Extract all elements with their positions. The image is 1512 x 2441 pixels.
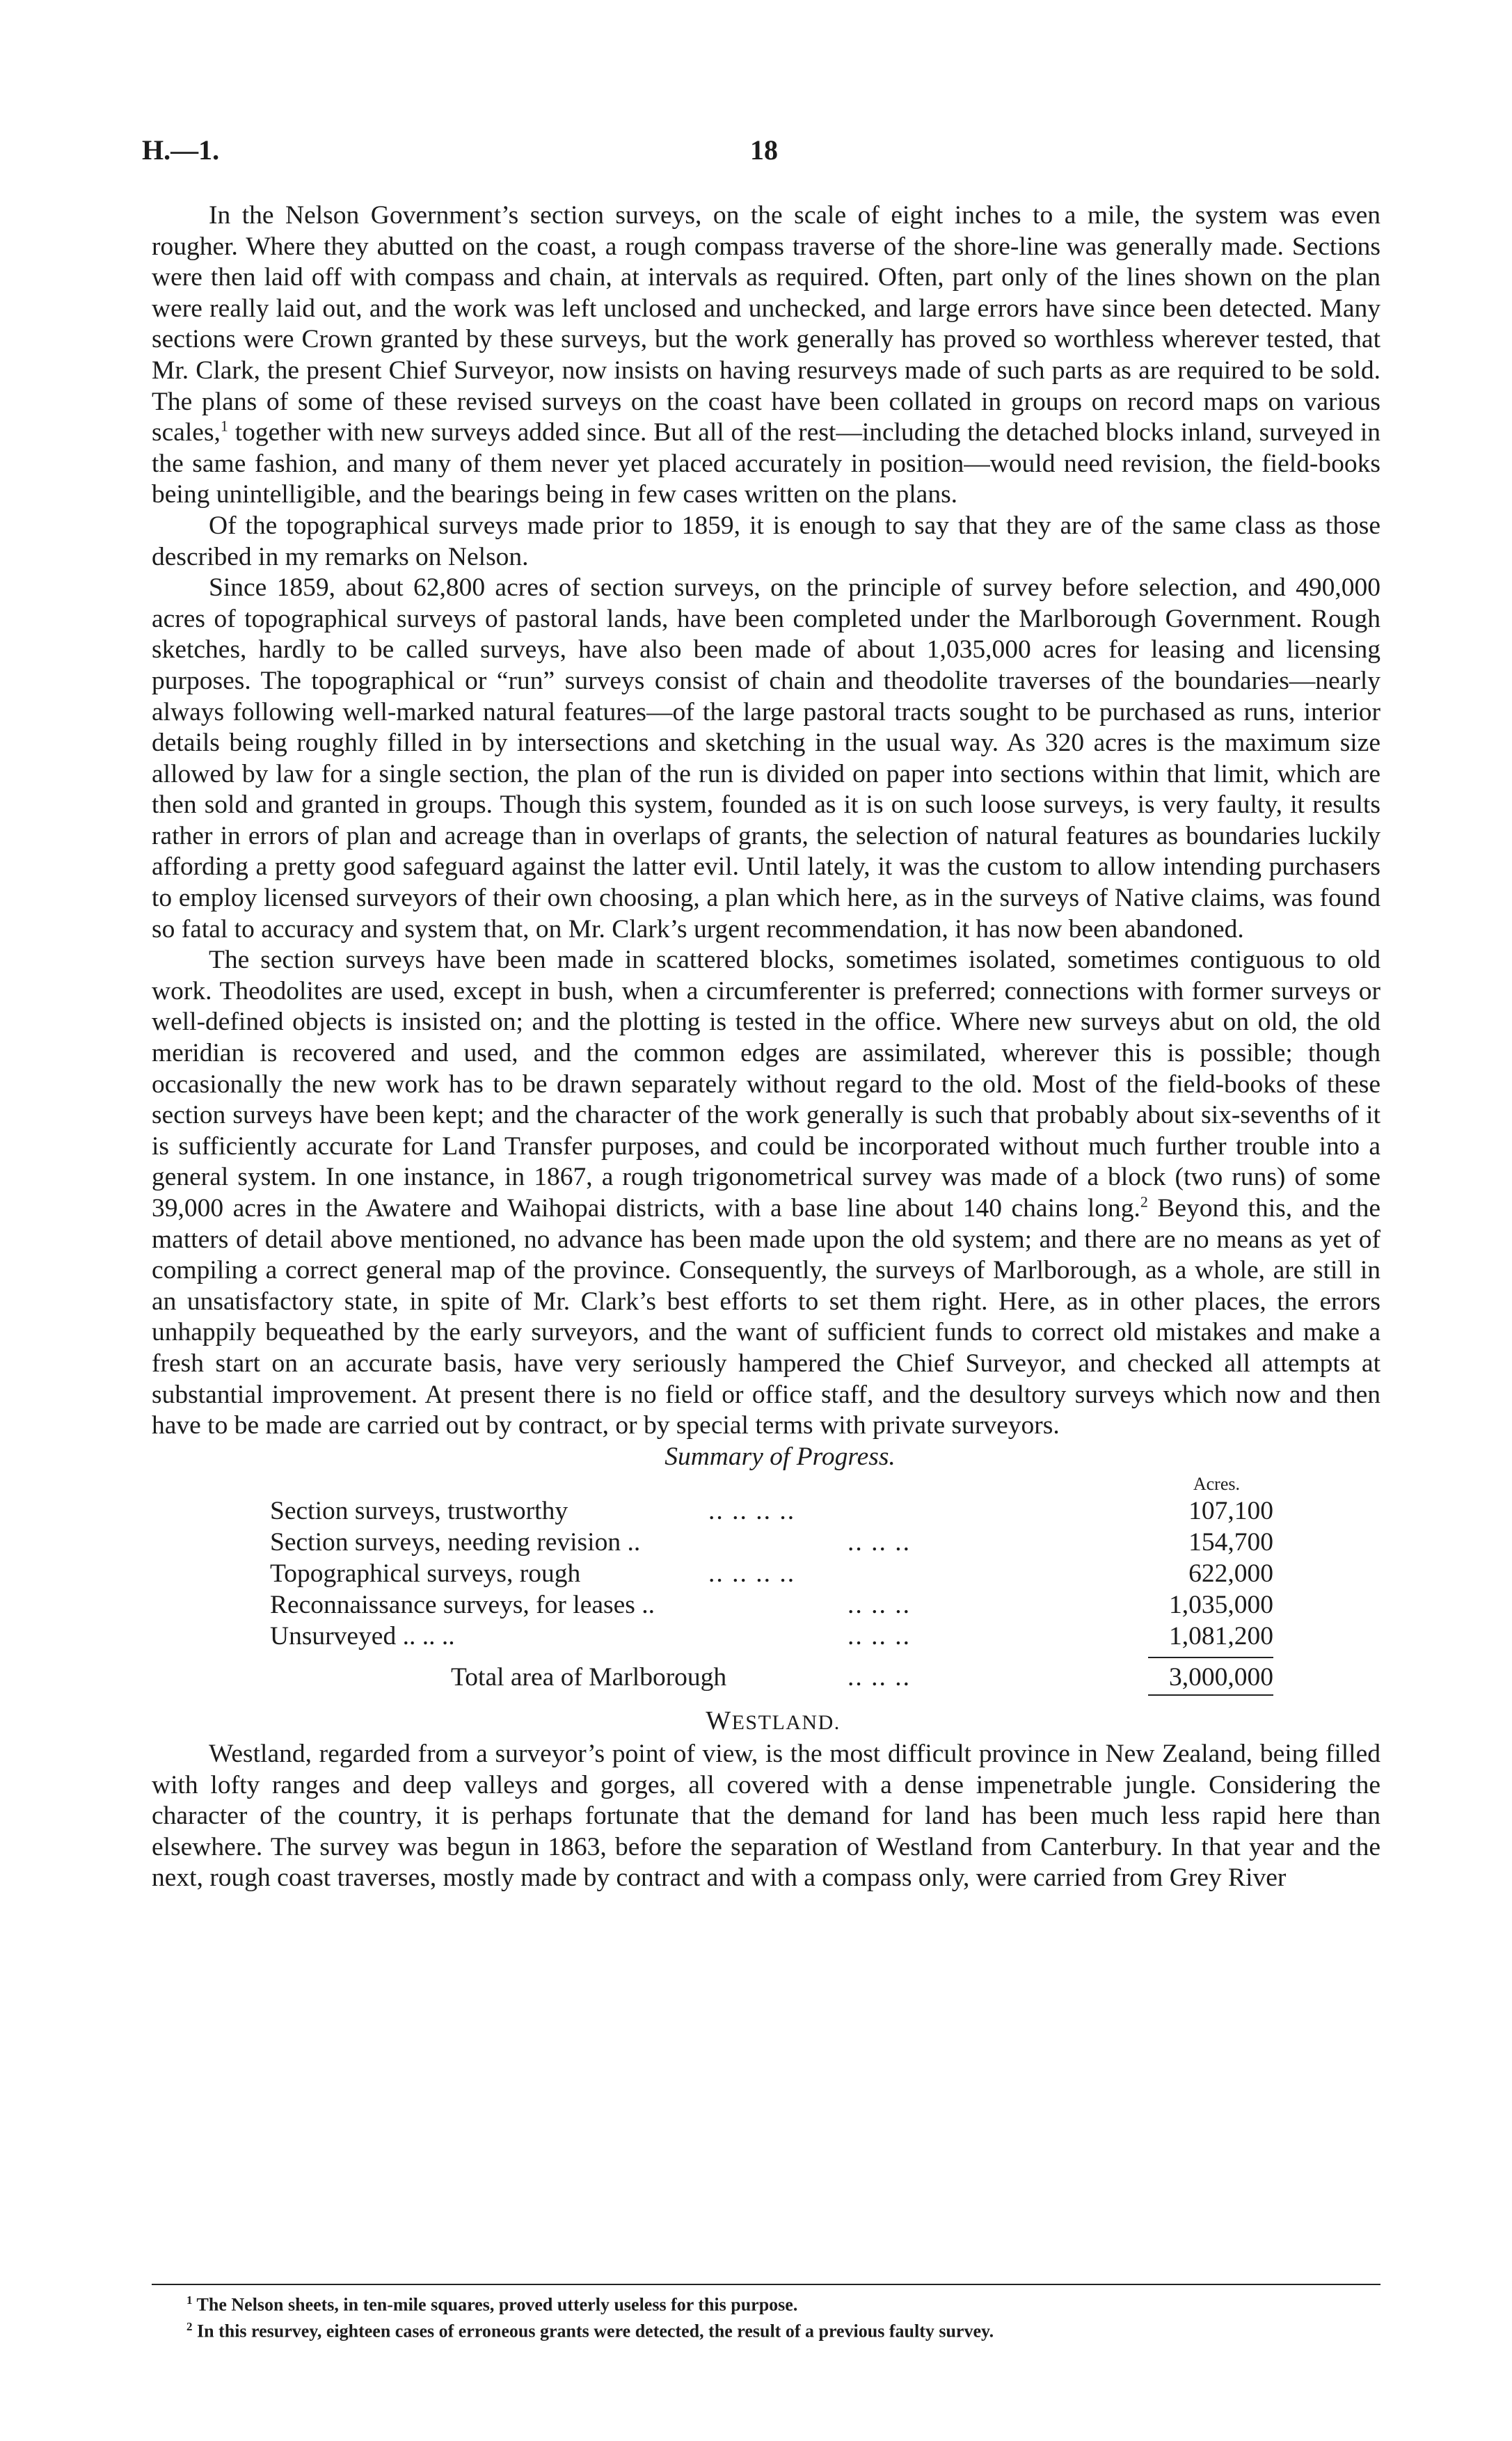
table-row — [152, 1527, 1380, 1559]
footnotes — [152, 2289, 1380, 2341]
paragraph-westland: Westland, regarded from a surveyor’s point of view, is the most difficult province in New Zealand, being filled with lofty ranges and deep valleys and gorges, all covered with a dense impenetrable jungle. Considering the character of the country, it is perhaps fortunate that the demand for land has been much less rapid here than elsewhere. The survey was begun in 1863, before the separation of Westland from Canterbury. In that year and the next, rough coast traverses, mostly made by contract and with a compass only, were carried from Grey River — [152, 1739, 1380, 1893]
paragraph-section-surveys-blocks — [152, 945, 1380, 1442]
paragraph-nelson-section-surveys — [152, 200, 1380, 511]
total-label: Total area of Marlborough — [451, 1663, 727, 1692]
subtotal-rule-wrap — [152, 1653, 1380, 1662]
paragraph-text: In the Nelson Government’s section surveys, on the scale of eight inches to a mile, the system was even rougher. Where they abutted on the coast, a rough compass traverse of the shore-line was generally made. Sections were then laid off with compass and chain, at intervals as required. Often, part only of the lines shown on the plan were really laid out, and the work was left unclosed and unchecked, and large errors have since been detected. Many sections were Crown granted by these surveys, but the work generally has proved so worthless wherever tested, that Mr. Clark, the present Chief Surveyor, now insists on having resurveys made of such parts as are required to be sold. The plans of some of these revised surveys on the coast have been collated in groups on record maps on various scales, — [152, 201, 1380, 447]
paragraph-text: Beyond this, and the matters of detail above mentioned, no advance has been made upon the old system; and there are no means as yet of compiling a correct general map of the province. Consequently, the surveys of Marlborough, as a whole, are still in an unsatisfactory state, in spite of Mr. Clark’s best efforts to set them right. Here, as in other places, the errors unhappily bequeathed by the early surveyors, and the want of sufficient funds to correct old mistakes and make a fresh start on an accurate basis, have very seriously hampered the Chief Surveyor, and checked all attempts at substantial improvement. At present there is no field or office staff, and the desultory surveys which now and then have to be made are carried out by contract, or by special terms with private surveyors. — [152, 1194, 1381, 1440]
table-row — [152, 1621, 1380, 1653]
paragraph-since-1859: Since 1859, about 62,800 acres of section surveys, on the principle of survey before selection, and 490,000 acres of topographical surveys of pastoral lands, have been completed under the Marlborough Government. Rough sketches, hardly to be called surveys, have also been made of about 1,035,000 acres for leasing and licensing purposes. The topographical or “run” surveys consist of chain and theodolite traverses of the boundaries—nearly always following well-marked natural features—of the large pastoral tracts sought to be purchased as runs, interior details being roughly filled in by intersections and sketching in the usual way. As 320 acres is the maximum size allowed by law for a single section, the plan of the run is divided on paper into sections within that limit, which are then sold and granted in groups. Though this system, founded as it is on such loose surveys, is very faulty, it results rather in errors of plan and acreage than in overlaps of grants, the selection of natural features as boundaries luckily affording a pretty good safeguard against the latter evil. Until lately, it was the custom to allow intending purchasers to employ licensed surveyors of their own choosing, a plan which here, as in the surveys of Native claims, was found so fatal to accuracy and system that, on Mr. Clark’s urgent recommendation, it has now been abandoned. — [152, 573, 1380, 944]
row-value: 1,035,000 — [1169, 1591, 1273, 1620]
footnote-text: The Nelson sheets, in ten-mile squares, proved utterly useless for this purpose. — [196, 2294, 798, 2315]
footnote-ref-2: 2 — [1140, 1193, 1148, 1211]
total-rule — [1148, 1694, 1273, 1696]
leader-dots: .. .. .. — [847, 1591, 911, 1620]
row-value: 154,700 — [1188, 1528, 1273, 1557]
footnote-divider — [152, 2284, 1380, 2285]
footnote-1 — [152, 2289, 1380, 2316]
table-row — [152, 1496, 1380, 1527]
paragraph-text: The section surveys have been made in scattered blocks, sometimes isolated, sometimes contiguous to old work. Theodolites are used, except in bush, when a circumferenter is preferred; connections with former surveys or well-defined objects is insisted on; and the plotting is tested in the office. Where new surveys abut on old, the old meridian is recovered and used, and the common edges are assimilated, wherever this is possible; though occasionally the new work has to be drawn separately without regard to the old. Most of the field-books of these section surveys have been kept; and the character of the work generally is such that probably about six-sevenths of it is sufficiently accurate for Land Transfer purposes, and could be incorporated without much further trouble into a general system. In one instance, in 1867, a rough trigonometrical survey was made of a block (two runs) of some 39,000 acres in the Awatere and Waihopai districts, with a base line about 140 chains long. — [152, 946, 1380, 1223]
page-number: 18 — [750, 134, 778, 166]
leader-dots: .. .. .. .. — [708, 1497, 796, 1526]
total-rule-wrap — [152, 1692, 1380, 1705]
row-value: 107,100 — [1188, 1497, 1273, 1526]
row-label: Section surveys, trustworthy — [270, 1497, 568, 1526]
paragraph-topographical-prior-1859: Of the topographical surveys made prior to 1859, it is enough to say that they are of the same class as those described in my remarks on Nelson. — [152, 511, 1380, 571]
table-row — [152, 1590, 1380, 1621]
leader-dots: .. .. .. — [847, 1528, 911, 1557]
row-label: Topographical surveys, rough — [270, 1559, 581, 1589]
footnote-mark: 2 — [186, 2319, 193, 2333]
table-row — [152, 1559, 1380, 1590]
row-label: Unsurveyed .. .. .. — [270, 1622, 455, 1651]
leader-dots: .. .. .. — [847, 1622, 911, 1651]
section-heading-westland — [152, 1705, 1380, 1739]
summary-table — [152, 1472, 1380, 1705]
footnote-ref-1: 1 — [220, 417, 228, 435]
document-reference: H.—1. — [142, 134, 220, 166]
row-label: Reconnaissance surveys, for leases .. — [270, 1591, 655, 1620]
row-label: Section surveys, needing revision .. — [270, 1528, 641, 1557]
subtotal-rule — [1148, 1657, 1273, 1658]
total-value: 3,000,000 — [1169, 1663, 1273, 1692]
heading-initial: W — [706, 1706, 732, 1736]
summary-title: Summary of Progress. — [665, 1442, 896, 1471]
heading-rest: ESTLAND. — [731, 1711, 841, 1735]
total-row — [152, 1662, 1380, 1692]
footnote-text: In this resurvey, eighteen cases of erroneous grants were detected, the result of a previous faulty survey. — [197, 2321, 994, 2341]
footnote-2 — [152, 2316, 1380, 2342]
leader-dots: .. .. .. — [847, 1663, 911, 1692]
row-value: 622,000 — [1188, 1559, 1273, 1589]
paragraph-text: together with new surveys added since. But all of the rest—including the detached blocks inland, surveyed in the same fashion, and many of them never yet placed accurately in position—would need revision, the field-books being unintelligible, and the bearings being in few cases written on the plans. — [152, 418, 1380, 509]
unit-header: Acres. — [1193, 1474, 1240, 1495]
body-text — [152, 200, 1380, 1894]
row-value: 1,081,200 — [1169, 1622, 1273, 1651]
footnote-mark: 1 — [186, 2293, 193, 2307]
leader-dots: .. .. .. .. — [708, 1559, 796, 1589]
page-header — [138, 134, 1380, 175]
